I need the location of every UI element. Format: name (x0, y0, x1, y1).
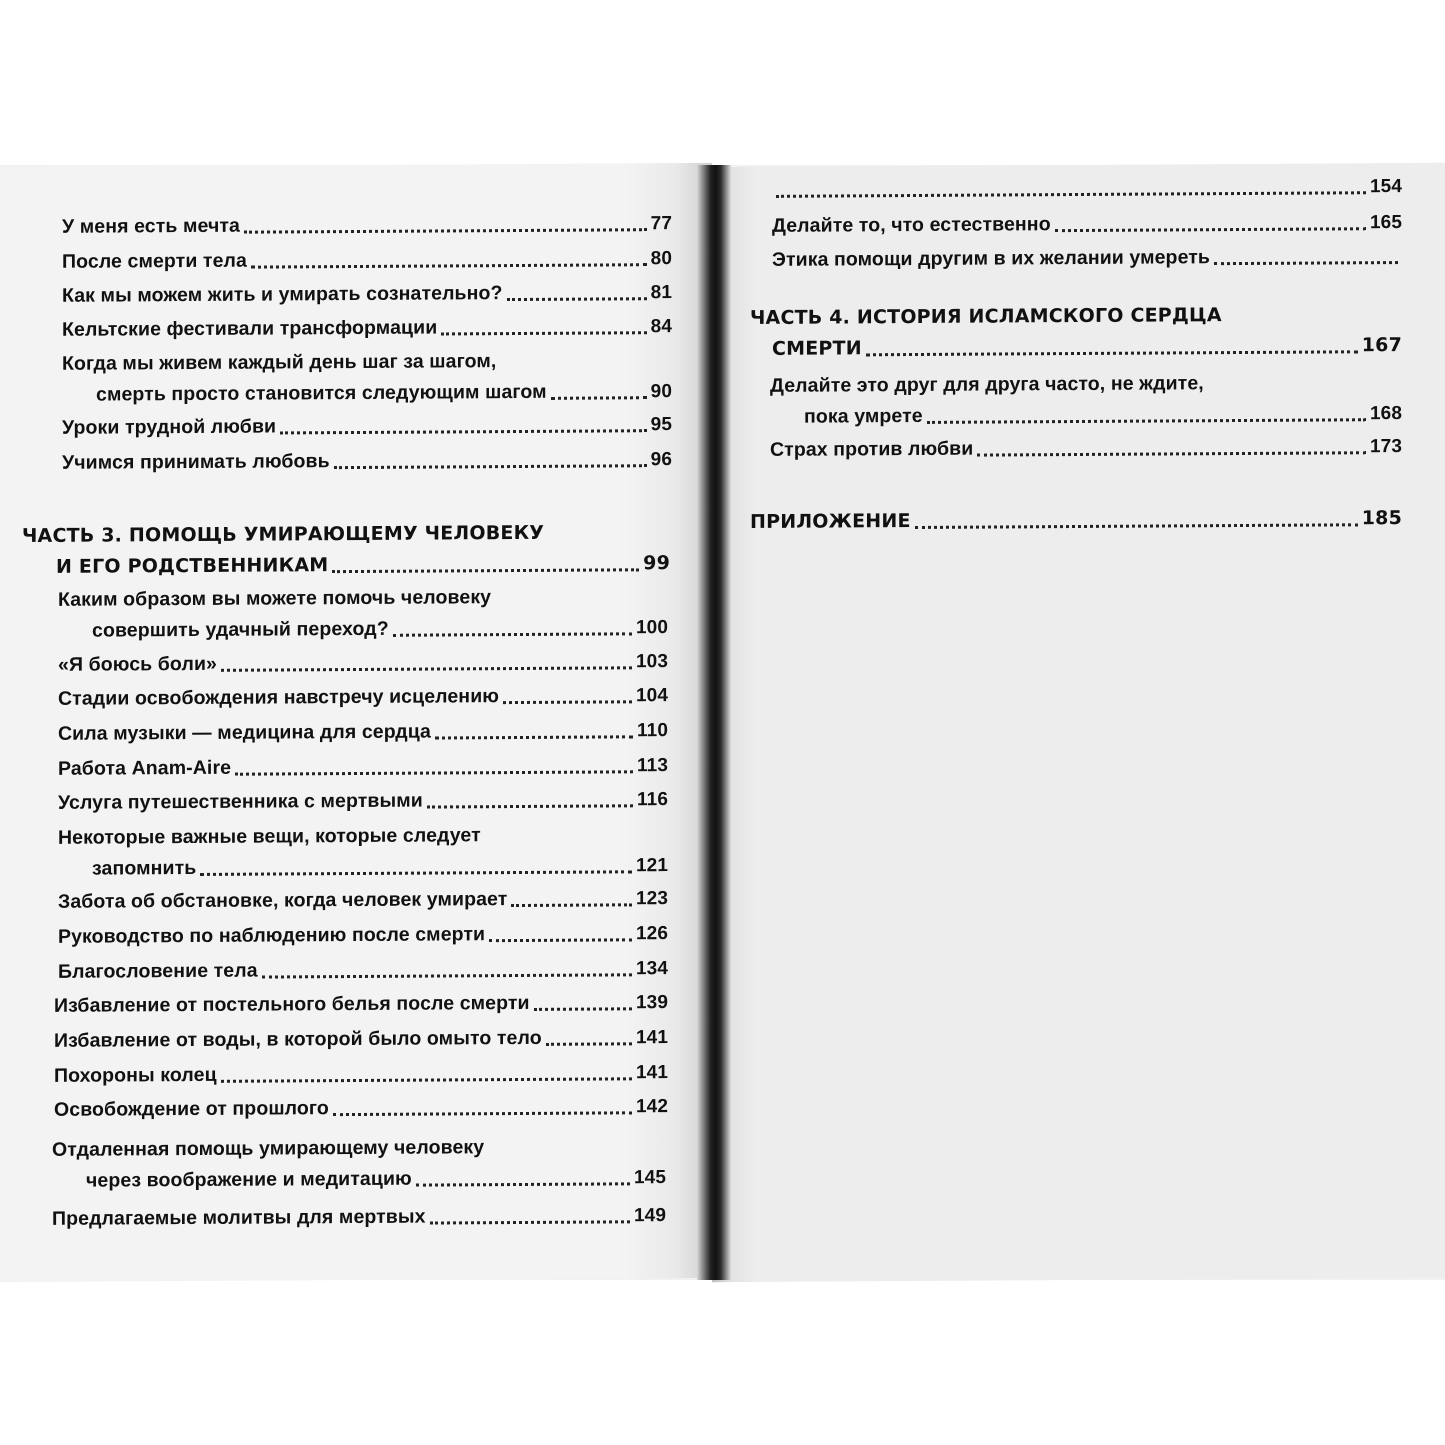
entry-title: Руководство по наблюдению после смерти (58, 923, 486, 948)
toc-entry (62, 444, 672, 479)
part-title: ПРИЛОЖЕНИЕ (750, 510, 911, 534)
entry-title: Учимся принимать любовь (62, 450, 330, 474)
entry-title: После смерти тела (62, 249, 247, 273)
leader-dots (334, 464, 647, 469)
toc-entry (62, 277, 672, 312)
toc-entry (58, 581, 668, 647)
toc-part-heading (750, 503, 1402, 538)
leader-dots (441, 331, 646, 335)
leader-dots (200, 870, 632, 876)
entry-title: Сила музыки — медицина для сердца (58, 720, 431, 745)
page-number: 110 (637, 720, 668, 742)
toc-entry (62, 345, 672, 411)
leader-dots (416, 1182, 630, 1186)
right-page (712, 163, 1445, 1282)
entry-title: Избавление от воды, в которой было омыто тело (54, 1026, 542, 1052)
page-number: 123 (635, 888, 668, 910)
toc-entry (58, 883, 668, 918)
page-number: 141 (635, 1062, 668, 1084)
open-book (0, 165, 1445, 1280)
toc-entry (58, 680, 668, 715)
page-number: 185 (1361, 507, 1402, 530)
leader-dots (333, 1111, 632, 1116)
entry-title-line: Отдаленная помощь умирающему человеку (52, 1136, 485, 1161)
entry-title-line: Когда мы живем каждый день шаг за шагом, (62, 350, 497, 375)
entry-title: Уроки трудной любви (62, 415, 277, 439)
leader-dots (1214, 261, 1398, 265)
entry-title: Благословение тела (58, 959, 258, 983)
toc-entry (770, 431, 1402, 466)
page-number: 168 (1369, 403, 1402, 425)
toc-entry (772, 207, 1402, 242)
leader-dots (534, 1007, 632, 1011)
page-number: 103 (635, 651, 668, 673)
entry-title: Избавление от постельного белья после смерти (54, 991, 530, 1017)
toc-entry (58, 750, 668, 785)
toc-entry (54, 987, 668, 1022)
entry-title-line: пока умрете (804, 404, 923, 428)
toc-entry (58, 918, 668, 953)
leader-dots (280, 429, 647, 434)
leader-dots (546, 1042, 632, 1046)
book-spine-gutter (697, 165, 731, 1280)
entry-title: Страх против любви (770, 437, 974, 461)
toc-part-heading (22, 517, 670, 583)
entry-title: Похороны колец (54, 1063, 217, 1087)
toc-entry (52, 1131, 666, 1197)
toc-entry (52, 1200, 666, 1235)
page-number: 173 (1369, 436, 1402, 458)
entry-title: Стадии освобождения навстречу исцелению (58, 685, 500, 710)
toc-entry (770, 367, 1402, 433)
toc-entry (58, 819, 668, 885)
leader-dots (221, 1077, 632, 1083)
left-page (0, 163, 712, 1282)
entry-title: Освобождение от прошлого (54, 1097, 329, 1121)
entry-title-line: совершить удачный переход? (92, 617, 389, 642)
toc-entry (58, 784, 668, 819)
entry-title: Как мы можем жить и умирать сознательно? (62, 282, 503, 307)
page-number: 80 (650, 248, 672, 270)
toc-entry (772, 171, 1402, 206)
leader-dots (511, 903, 632, 907)
entry-title-line: через воображение и медитацию (86, 1167, 412, 1192)
toc-entry (62, 243, 672, 278)
toc-list-left (0, 163, 712, 1230)
leader-dots (489, 938, 632, 942)
page-number: 99 (643, 552, 670, 575)
part-title-line: ЧАСТЬ 4. ИСТОРИЯ ИСЛАМСКОГО СЕРДЦА (750, 304, 1222, 330)
toc-entry (58, 715, 668, 750)
leader-dots (235, 770, 633, 775)
toc-entry (772, 241, 1402, 276)
toc-list-right (712, 163, 1445, 534)
page-number: 142 (635, 1096, 668, 1118)
page-number: 126 (635, 923, 668, 945)
leader-dots (1055, 227, 1366, 232)
entry-title-line: Некоторые важные вещи, которые следует (58, 824, 481, 849)
page-number: 96 (650, 449, 672, 471)
toc-entry (54, 1057, 668, 1092)
entry-title-line: смерть просто становится следующим шагом (96, 380, 547, 406)
entry-title-line: запомнить (92, 856, 197, 880)
page-number: 77 (650, 213, 672, 235)
entry-title: У меня есть мечта (62, 214, 240, 238)
entry-title: Услуга путешественника с мертвыми (58, 789, 423, 814)
toc-entry (62, 208, 672, 243)
page-number: 90 (650, 381, 672, 403)
page-number: 165 (1369, 212, 1402, 234)
page-number: 113 (637, 755, 668, 777)
page-number: 100 (635, 617, 668, 639)
page-number: 167 (1361, 334, 1402, 357)
toc-entry (54, 1022, 668, 1057)
page-number: 149 (633, 1205, 666, 1227)
leader-dots (435, 735, 633, 739)
leader-dots (551, 396, 647, 400)
page-number: 121 (635, 855, 668, 877)
page-number: 95 (650, 414, 672, 436)
leader-dots (503, 700, 632, 704)
leader-dots (507, 297, 647, 301)
leader-dots (430, 1220, 630, 1224)
page-number: 134 (635, 958, 668, 980)
part-title-line: ЧАСТЬ 3. ПОМОЩЬ УМИРАЮЩЕМУ ЧЕЛОВЕКУ (22, 521, 545, 548)
leader-dots (427, 804, 633, 808)
toc-entry (58, 953, 668, 988)
page-number: 145 (633, 1167, 666, 1189)
leader-dots (244, 228, 647, 233)
page-number: 154 (1369, 176, 1402, 198)
entry-title: Этика помощи другим в их желании умереть (772, 246, 1210, 271)
leader-dots (262, 973, 632, 978)
page-number: 116 (637, 789, 668, 811)
toc-entry (62, 311, 672, 346)
entry-title: Предлагаемые молитвы для мертвых (52, 1205, 426, 1230)
toc-part-heading (750, 299, 1402, 365)
page-number: 104 (635, 685, 668, 707)
page-number: 81 (650, 282, 672, 304)
entry-title: Делайте то, что естественно (772, 213, 1051, 237)
leader-dots (332, 568, 639, 573)
entry-title-line: Каким образом вы можете помочь человеку (58, 586, 492, 611)
toc-entry (58, 646, 668, 681)
part-title-line: СМЕРТИ (772, 337, 862, 360)
leader-dots (866, 350, 1358, 356)
entry-title: «Я боюсь боли» (58, 652, 217, 676)
page-number: 139 (635, 992, 668, 1014)
page-number: 84 (650, 316, 672, 338)
entry-title: Работа Anam-Aire (58, 756, 232, 780)
entry-title: Забота об обстановке, когда человек умирает (58, 888, 508, 913)
toc-entry (54, 1091, 668, 1126)
leader-dots (776, 191, 1366, 198)
leader-dots (251, 263, 647, 268)
leader-dots (221, 666, 632, 672)
page-number: 141 (635, 1027, 668, 1049)
entry-title-line: Делайте это друг для друга часто, не ждите, (770, 372, 1204, 397)
leader-dots (393, 632, 632, 636)
toc-entry (62, 409, 672, 444)
leader-dots (915, 523, 1358, 529)
leader-dots (927, 418, 1366, 424)
leader-dots (977, 451, 1366, 456)
entry-title: Кельтские фестивали трансформации (62, 316, 438, 341)
part-title-line: И ЕГО РОДСТВЕННИКАМ (56, 554, 329, 578)
